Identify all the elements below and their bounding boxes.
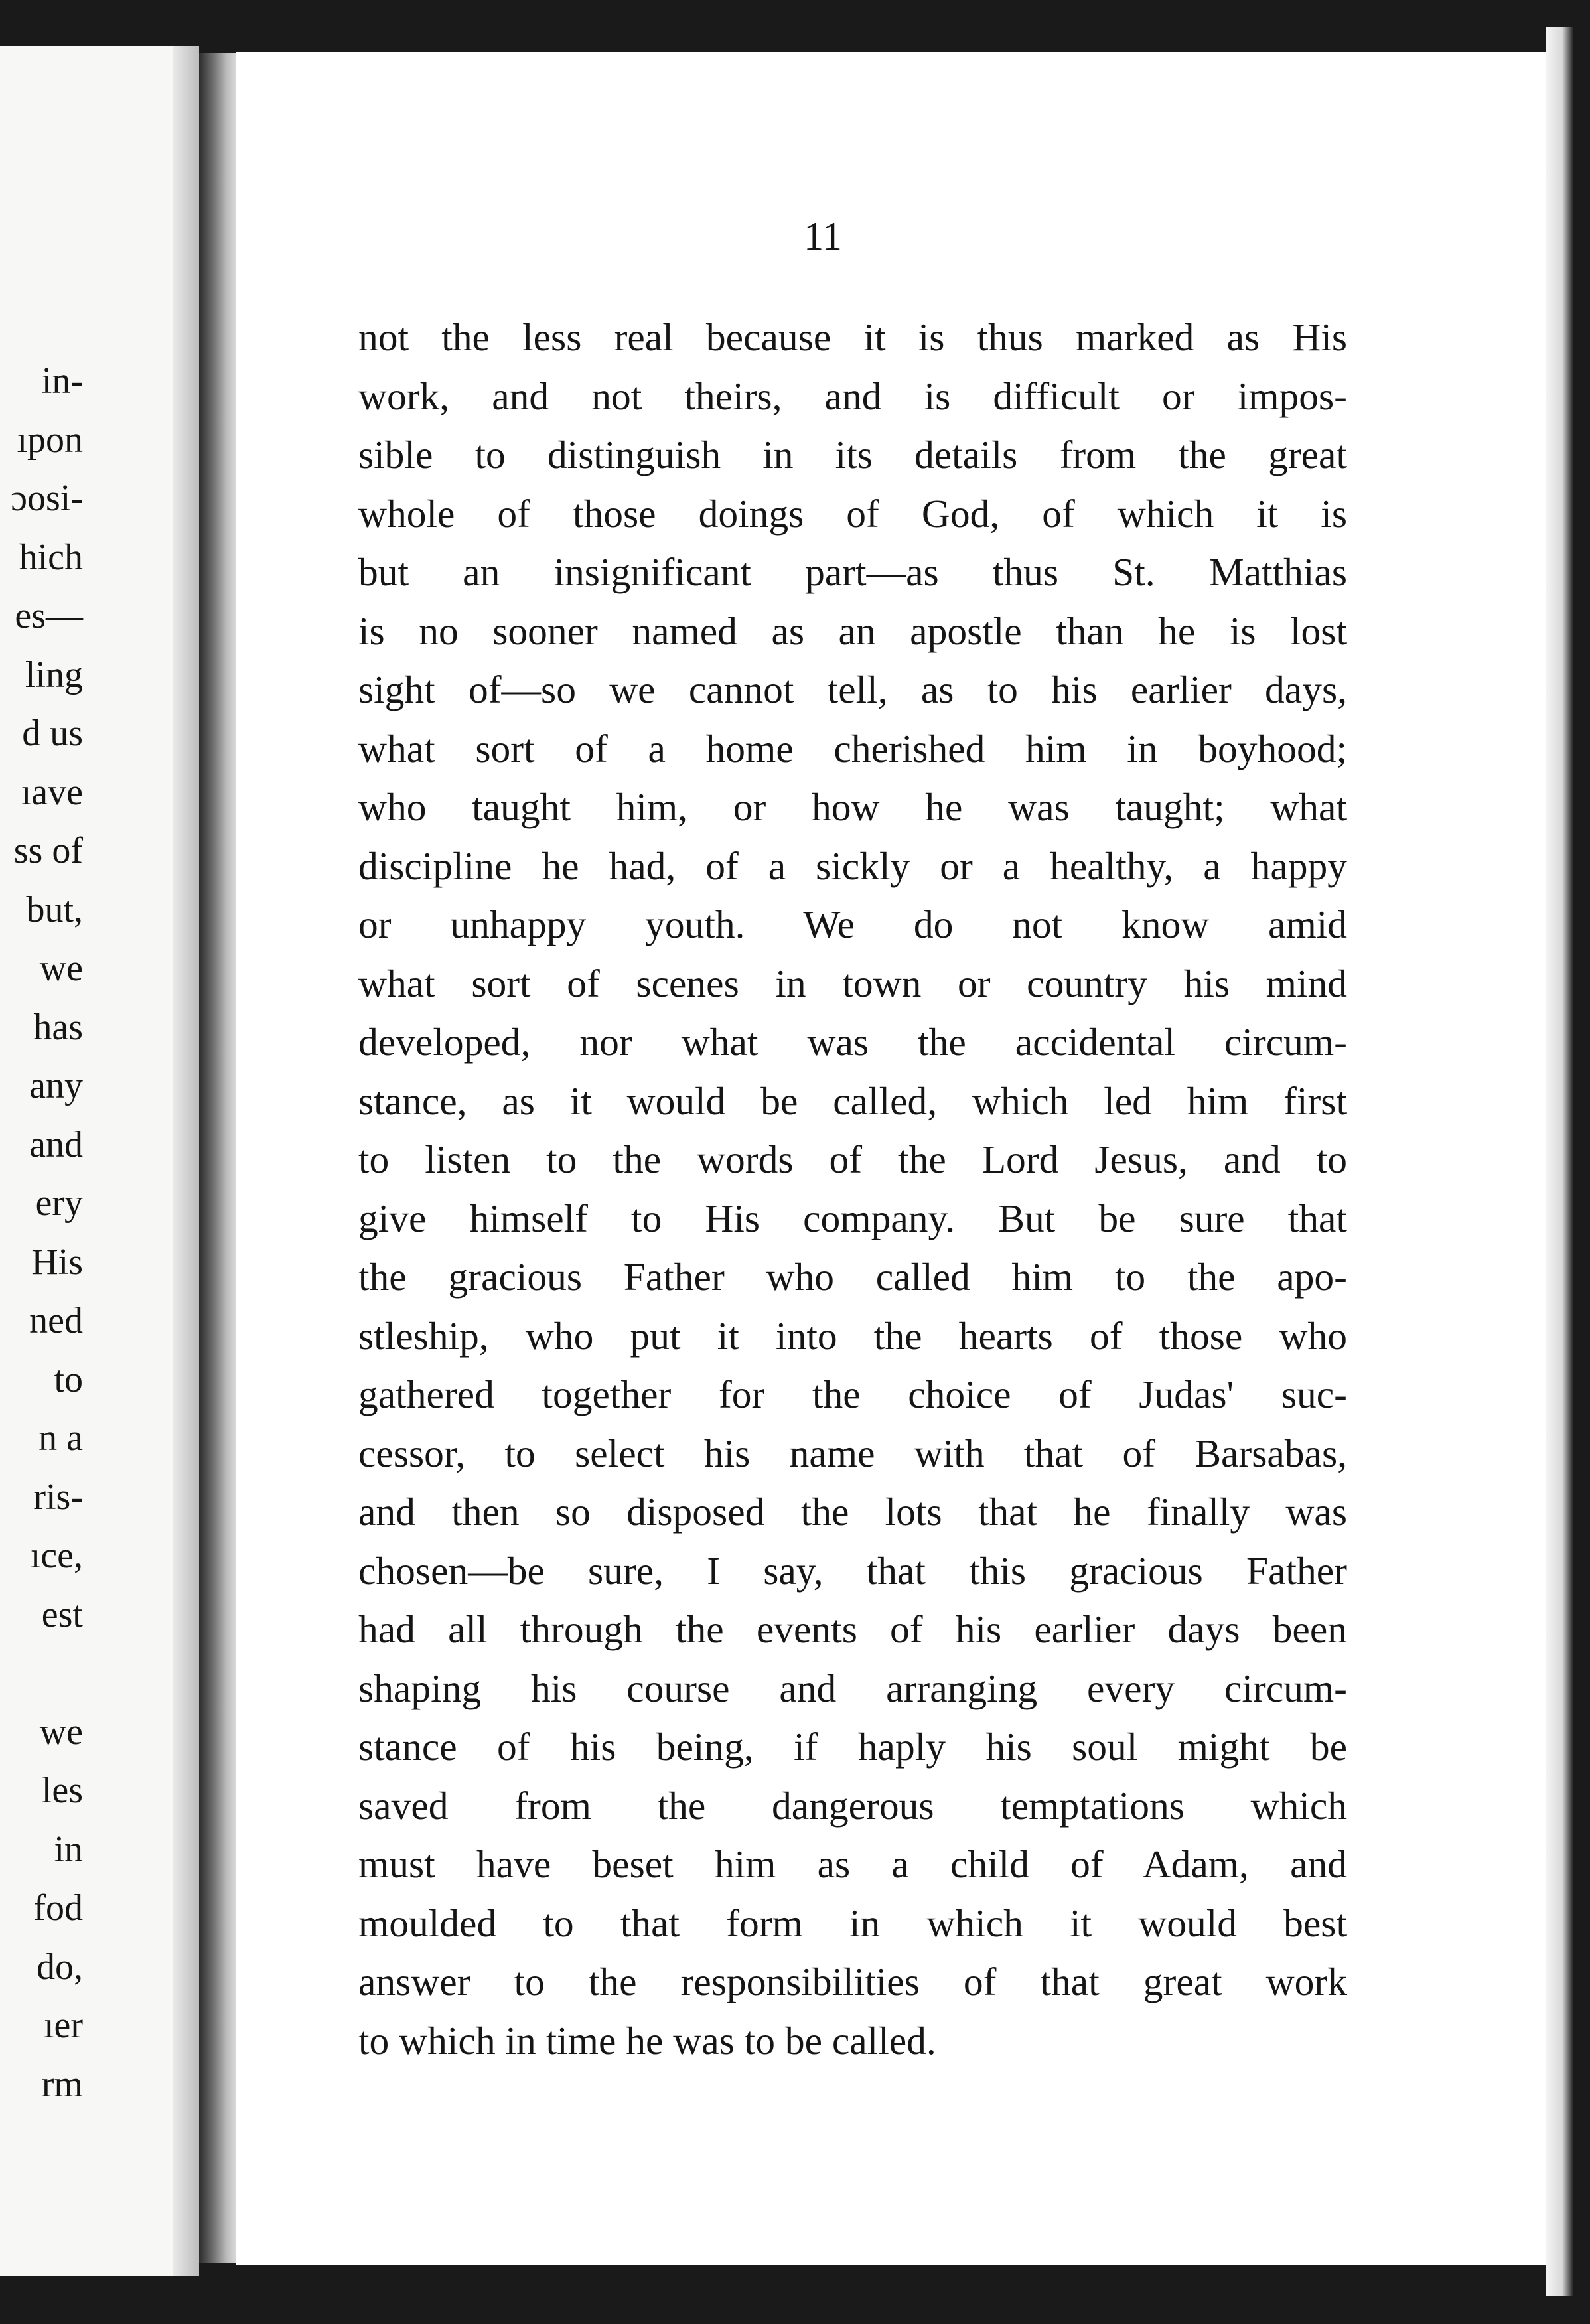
page-body-text bbox=[358, 308, 1347, 2070]
text-line: developed, nor what was the accidental circum- bbox=[358, 1020, 1347, 1064]
text-line: not the less real because it is thus marked as His bbox=[358, 315, 1347, 359]
text-line: the gracious Father who called him to the apo- bbox=[358, 1255, 1347, 1299]
text-line: or unhappy youth. We do not know amid bbox=[358, 903, 1347, 946]
text-line: answer to the responsibilities of that great work bbox=[358, 1960, 1347, 2003]
text-line: work, and not theirs, and is difficult or impos- bbox=[358, 374, 1347, 418]
previous-page-line: ss of bbox=[13, 830, 83, 871]
previous-page-line: ɔosi- bbox=[11, 478, 83, 519]
page-number: 11 bbox=[804, 214, 842, 258]
previous-page-line: we bbox=[39, 948, 83, 989]
previous-page-line: but, bbox=[26, 889, 83, 930]
previous-page-line: to bbox=[54, 1358, 83, 1400]
previous-page-line: ned bbox=[29, 1300, 83, 1341]
previous-page-line: His bbox=[31, 1241, 83, 1283]
previous-page-line: do, bbox=[36, 1946, 83, 1988]
previous-page-line: fod bbox=[33, 1887, 83, 1928]
previous-page-line: ıave bbox=[21, 771, 83, 813]
previous-page-line: es— bbox=[15, 595, 83, 636]
text-line: who taught him, or how he was taught; what bbox=[358, 785, 1347, 829]
previous-page-line: ery bbox=[35, 1183, 83, 1224]
previous-page-line: rm bbox=[41, 2063, 83, 2105]
text-line: to which in time he was to be called. bbox=[358, 2018, 936, 2063]
page-edge bbox=[1546, 27, 1573, 2296]
text-line: shaping his course and arranging every circum- bbox=[358, 1666, 1347, 1710]
previous-page-line: has bbox=[33, 1006, 83, 1048]
previous-page-text bbox=[0, 352, 83, 2114]
text-line: saved from the dangerous temptations which bbox=[358, 1783, 1347, 1828]
previous-page-line: ıpon bbox=[17, 419, 83, 461]
previous-page-line: ıer bbox=[43, 2005, 83, 2046]
previous-page-line: and bbox=[29, 1124, 83, 1165]
text-line: chosen—be sure, I say, that this gracious Father bbox=[358, 1548, 1347, 1593]
previous-page-line bbox=[0, 1644, 83, 1703]
text-line: stleship, who put it into the hearts of those who bbox=[358, 1313, 1347, 1358]
text-line: but an insignificant part—as thus St. Matthias bbox=[358, 550, 1347, 594]
text-line: and then so disposed the lots that he finally was bbox=[358, 1490, 1347, 1534]
text-line: what sort of scenes in town or country his mind bbox=[358, 961, 1347, 1005]
previous-page-line: hich bbox=[19, 536, 83, 578]
previous-page-line: ling bbox=[25, 654, 83, 695]
previous-page-line: ris- bbox=[33, 1476, 83, 1518]
previous-page-fragment bbox=[0, 46, 199, 2276]
previous-page-line: any bbox=[29, 1065, 83, 1106]
text-line: sible to distinguish in its details from the great bbox=[358, 433, 1347, 476]
text-line: gathered together for the choice of Judas' suc- bbox=[358, 1372, 1347, 1416]
text-line: stance, as it would be called, which led him first bbox=[358, 1078, 1347, 1123]
text-line: stance of his being, if haply his soul might be bbox=[358, 1725, 1347, 1769]
previous-page-line: in- bbox=[41, 360, 83, 401]
text-line: had all through the events of his earlier days been bbox=[358, 1607, 1347, 1651]
previous-page-line: les bbox=[41, 1770, 83, 1811]
text-line: what sort of a home cherished him in boyhood; bbox=[358, 726, 1347, 770]
text-line: sight of—so we cannot tell, as to his earlier days, bbox=[358, 668, 1347, 711]
previous-page-line: we bbox=[39, 1711, 83, 1753]
text-line: must have beset him as a child of Adam, and bbox=[358, 1842, 1347, 1886]
text-line: cessor, to select his name with that of Barsabas, bbox=[358, 1431, 1347, 1475]
text-line: to listen to the words of the Lord Jesus, and to bbox=[358, 1137, 1347, 1181]
text-line: is no sooner named as an apostle than he is lost bbox=[358, 609, 1347, 653]
previous-page-line: est bbox=[41, 1593, 83, 1635]
previous-page-line: n a bbox=[38, 1417, 83, 1459]
book-gutter bbox=[199, 53, 239, 2263]
text-line: whole of those doings of God, of which it is bbox=[358, 491, 1347, 536]
page-curve-shadow bbox=[173, 46, 199, 2276]
text-line: give himself to His company. But be sure that bbox=[358, 1196, 1347, 1240]
previous-page-line: d us bbox=[22, 713, 83, 754]
text-line: discipline he had, of a sickly or a healthy, a happy bbox=[358, 843, 1347, 888]
text-line: moulded to that form in which it would best bbox=[358, 1901, 1347, 1945]
previous-page-line: in bbox=[54, 1828, 83, 1870]
previous-page-line: ıce, bbox=[30, 1535, 83, 1576]
